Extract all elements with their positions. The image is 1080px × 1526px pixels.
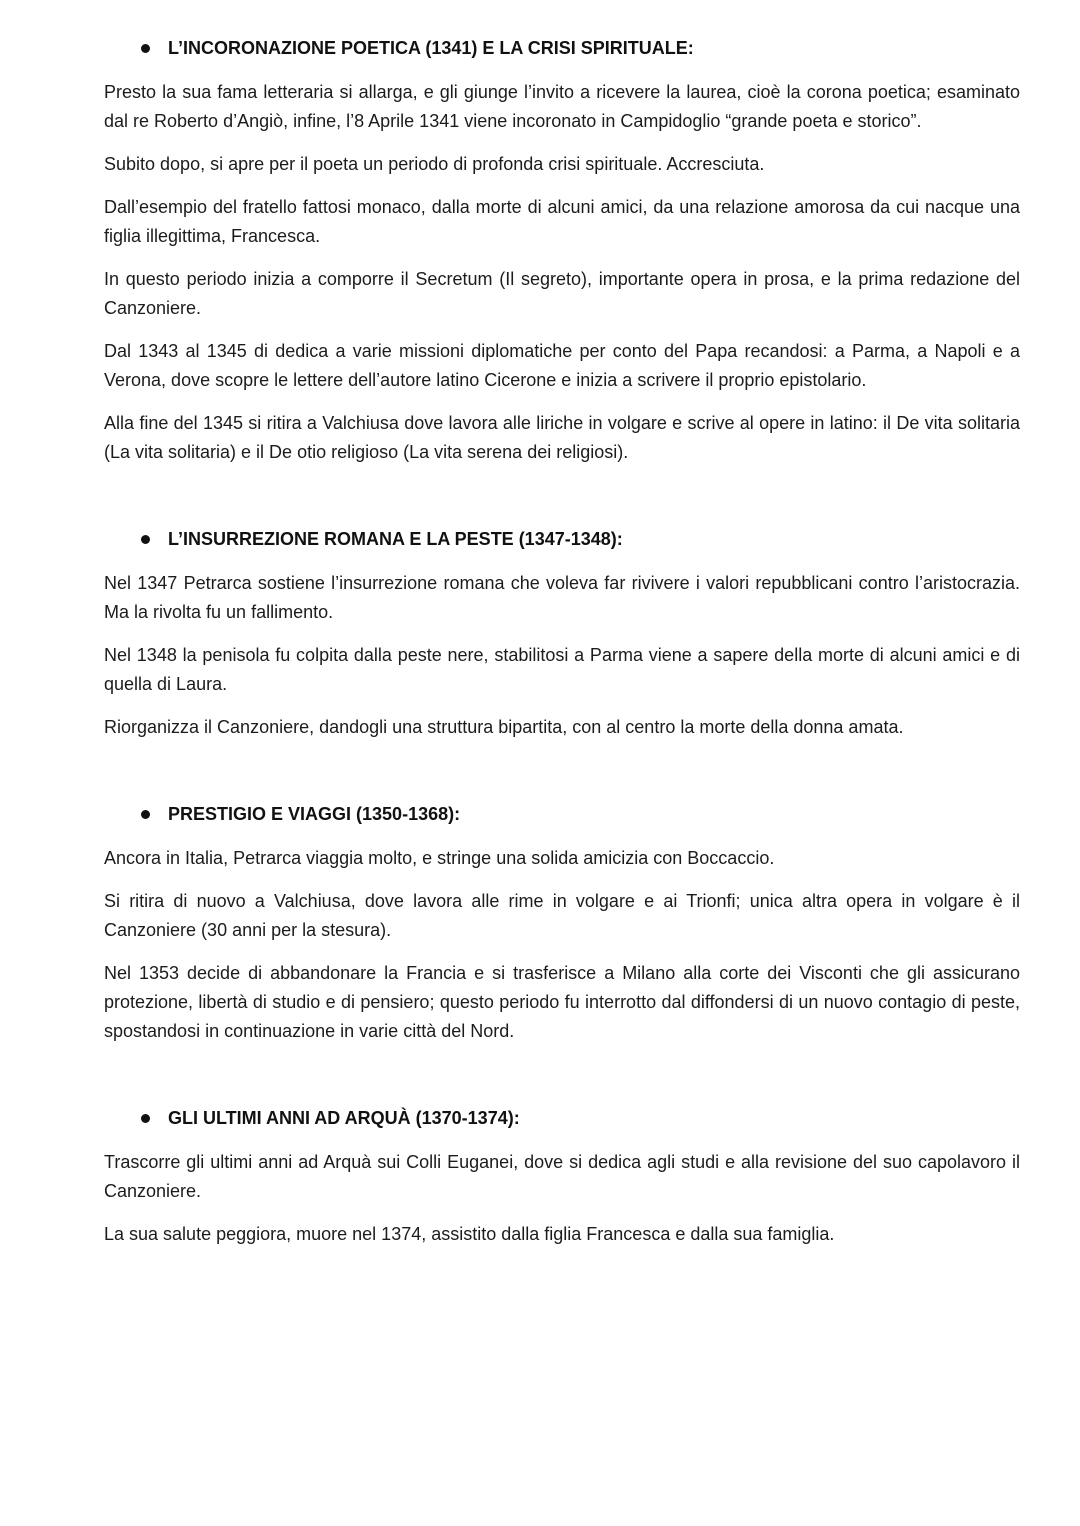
section-heading <box>104 34 1020 62</box>
bullet-icon <box>141 1114 150 1123</box>
paragraph: Nel 1353 decide di abbandonare la Francia e si trasferisce a Milano alla corte dei Visconti che gli assicurano protezione, libertà di studio e di pensiero; questo periodo fu interrotto dal diffondersi di un nuovo contagio di peste, spostandosi in continuazione in varie città del Nord. <box>104 963 1020 1041</box>
section-heading-text: L’INCORONAZIONE POETICA (1341) E LA CRISI SPIRITUALE: <box>168 38 694 58</box>
paragraph: Riorganizza il Canzoniere, dandogli una struttura bipartita, con al centro la morte della donna amata. <box>104 717 904 737</box>
paragraph: Nel 1348 la penisola fu colpita dalla peste nere, stabilitosi a Parma viene a sapere della morte di alcuni amici e di quella di Laura. <box>104 645 1020 694</box>
paragraph: Dal 1343 al 1345 di dedica a varie missioni diplomatiche per conto del Papa recandosi: a Parma, a Napoli e a Verona, dove scopre le lettere dell’autore latino Cicerone e inizia a scrivere il proprio epistolario. <box>104 341 1020 390</box>
section-heading-text: PRESTIGIO E VIAGGI (1350-1368): <box>168 804 461 824</box>
paragraph: Nel 1347 Petrarca sostiene l’insurrezione romana che voleva far rivivere i valori repubblicani contro l’aristocrazia. Ma la rivolta fu un fallimento. <box>104 573 1020 622</box>
bullet-icon <box>141 535 150 544</box>
paragraph: Si ritira di nuovo a Valchiusa, dove lavora alle rime in volgare e ai Trionfi; unica altra opera in volgare è il Canzoniere (30 anni per la stesura). <box>104 891 1020 940</box>
paragraph: Subito dopo, si apre per il poeta un periodo di profonda crisi spirituale. Accresciuta. <box>104 154 765 174</box>
paragraph: Trascorre gli ultimi anni ad Arquà sui Colli Euganei, dove si dedica agli studi e alla revisione del suo capolavoro il Canzoniere. <box>104 1152 1020 1201</box>
document-page <box>104 34 1020 1263</box>
section-heading <box>104 525 1020 553</box>
paragraph: La sua salute peggiora, muore nel 1374, assistito dalla figlia Francesca e dalla sua famiglia. <box>104 1224 835 1244</box>
paragraph: Alla fine del 1345 si ritira a Valchiusa dove lavora alle liriche in volgare e scrive al opere in latino: il De vita solitaria (La vita solitaria) e il De otio religioso (La vita serena dei religiosi). <box>104 413 1020 462</box>
section-prestigio <box>104 800 1020 1046</box>
section-heading-text: GLI ULTIMI ANNI AD ARQUÀ (1370-1374): <box>168 1108 520 1128</box>
section-heading-text: L’INSURREZIONE ROMANA E LA PESTE (1347-1348): <box>168 529 623 549</box>
paragraph: In questo periodo inizia a comporre il Secretum (Il segreto), importante opera in prosa, e la prima redazione del Canzoniere. <box>104 269 1020 318</box>
section-ultimi-anni <box>104 1104 1020 1249</box>
section-heading <box>104 800 1020 828</box>
section-insurrezione <box>104 525 1020 742</box>
paragraph: Dall’esempio del fratello fattosi monaco, dalla morte di alcuni amici, da una relazione amorosa da cui nacque una figlia illegittima, Francesca. <box>104 197 1020 246</box>
bullet-icon <box>141 810 150 819</box>
bullet-icon <box>141 44 150 53</box>
section-incoronazione <box>104 34 1020 467</box>
section-heading <box>104 1104 1020 1132</box>
paragraph: Presto la sua fama letteraria si allarga, e gli giunge l’invito a ricevere la laurea, cioè la corona poetica; esaminato dal re Roberto d’Angiò, infine, l’8 Aprile 1341 viene incoronato in Campidoglio “grande poeta e storico”. <box>104 82 1020 131</box>
paragraph: Ancora in Italia, Petrarca viaggia molto, e stringe una solida amicizia con Boccaccio. <box>104 848 775 868</box>
